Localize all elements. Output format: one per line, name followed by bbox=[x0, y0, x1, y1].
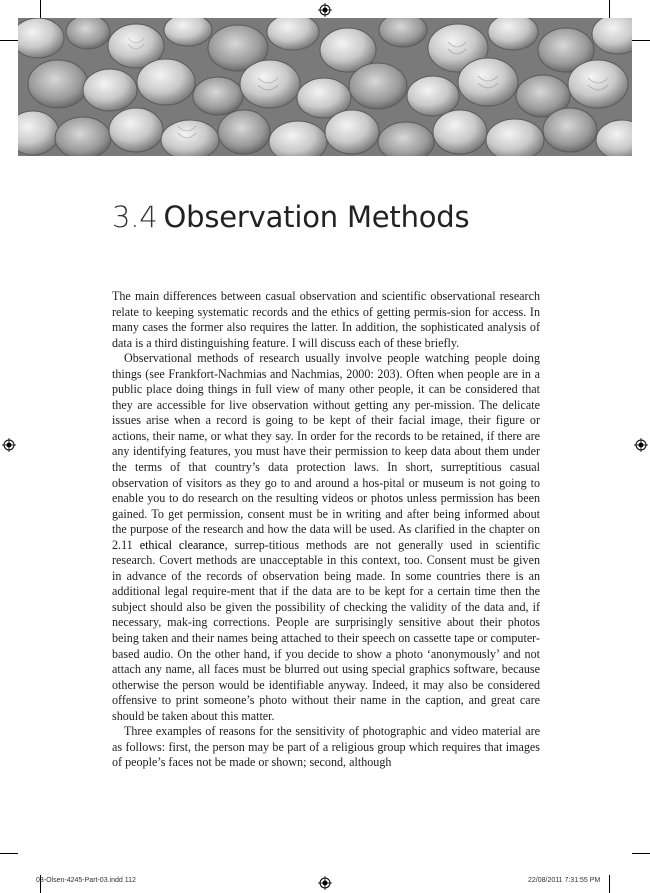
registration-mark-icon bbox=[318, 3, 332, 17]
paragraph: The main differences between casual observation and scientific observational research relate to keeping systematic records and the ethics of getting permis-sion for access. In many cases the former also requires the latter. In addition, the sophisticated analysis of data is a third distinguishing feature. I will discuss each of these briefly. bbox=[112, 289, 540, 350]
crop-mark bbox=[40, 0, 41, 18]
section-title: Observation Methods bbox=[163, 200, 470, 234]
paragraph-text: , surrep-titious methods are not generally used in scientific research. Covert methods are unacceptable in this context, too. Consent must be given in advance of the records of observation being made. In some countries there is an additional legal require-ment that if the data are to be kept for a certain time then the subject should also be given the possibility of checking the validity of the data and, if necessary, mak-ing corrections. People are surprisingly sensitive about their photos being taken and their names being attached to their speech on cassette tape or computer-based audio. On the other hand, if you decide to show a photo ‘anonymously’ and not attach any name, all faces must be blurred out using special graphics software, because otherwise the person would be identifiable anyway. Indeed, it may also be considered offensive to print someone’s photo without their name in the caption, and great care should be taken about this matter. bbox=[112, 537, 540, 723]
registration-mark-icon bbox=[634, 438, 648, 452]
crop-mark bbox=[609, 0, 610, 18]
body-text bbox=[112, 289, 540, 771]
crop-mark bbox=[0, 853, 18, 854]
crop-mark bbox=[632, 853, 650, 854]
crop-mark bbox=[632, 40, 650, 41]
section-heading bbox=[112, 200, 469, 234]
registration-mark-icon bbox=[318, 876, 332, 890]
paragraph bbox=[112, 351, 540, 724]
paragraph-text: Observational methods of research usually involve people watching people doing things (see Frankfort-Nachmias and Nachmias, 2000: 203). Often when people are in a public place doing things in full view of many other people, it can be considered that they are accessible for live observation without getting any per-mission. The delicate issues arise when a record is going to be kept of their facial image, their figure or actions, their name, or what they say. In order for the records to be retained, if there are any identifying features, you must have their permission to keep data about them under the terms of that country’s data protection laws. In short, surreptitious casual observation of visitors as they go to and around a hos-pital or museum is not going to enable you to do research on the resulting videos or photos unless permission has been gained. To get permission, consent must be in writing and after being informed about the purpose of the research and how the data will be used. As clarified in the chapter on 2.11 bbox=[112, 351, 540, 552]
cross-reference-link[interactable]: ethical clearance bbox=[139, 537, 225, 552]
footer-file-slug: 03-Olsen-4245-Part-03.indd 112 bbox=[36, 877, 136, 884]
section-number: 3.4 bbox=[112, 200, 158, 234]
shells-banner-image bbox=[18, 18, 632, 156]
crop-mark bbox=[609, 875, 610, 893]
footer-timestamp: 22/08/2011 7:31:55 PM bbox=[528, 877, 601, 884]
registration-mark-icon bbox=[2, 438, 16, 452]
crop-mark bbox=[0, 40, 18, 41]
paragraph: Three examples of reasons for the sensitivity of photographic and video material are as follows: first, the person may be part of a religious group which requires that images of people’s faces not be made or shown; second, although bbox=[112, 724, 540, 770]
